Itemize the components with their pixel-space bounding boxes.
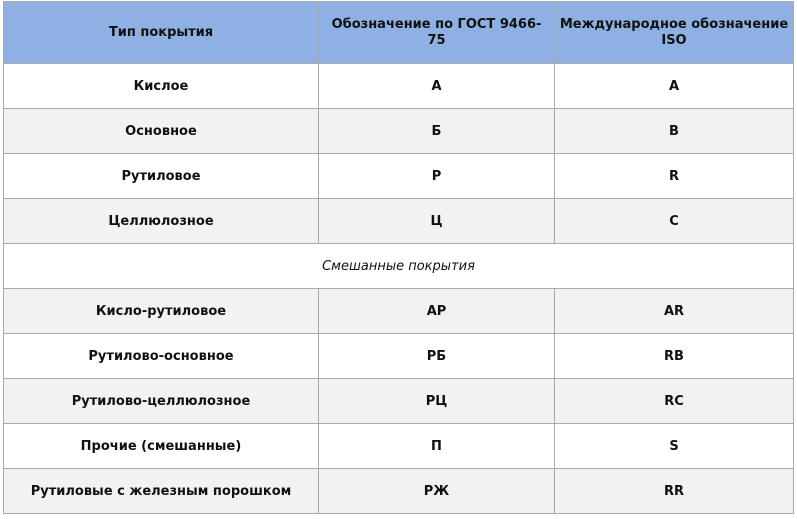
cell-gost: РБ: [319, 334, 555, 379]
coating-types-table-container: [3, 1, 794, 514]
cell-coating-type: Кисло-рутиловое: [4, 289, 319, 334]
header-coating-type: Тип покрытия: [4, 2, 319, 64]
table-row: [4, 424, 794, 469]
cell-coating-type: Рутилово-целлюлозное: [4, 379, 319, 424]
table-row: [4, 379, 794, 424]
section-title-mixed-coatings: Смешанные покрытия: [4, 244, 794, 289]
table-row: [4, 154, 794, 199]
cell-iso: B: [555, 109, 794, 154]
cell-iso: AR: [555, 289, 794, 334]
header-gost-designation: Обозначение по ГОСТ 9466-75: [319, 2, 555, 64]
cell-coating-type: Основное: [4, 109, 319, 154]
cell-iso: RB: [555, 334, 794, 379]
cell-gost: РЖ: [319, 469, 555, 514]
cell-gost: РЦ: [319, 379, 555, 424]
cell-coating-type: Кислое: [4, 64, 319, 109]
cell-iso: R: [555, 154, 794, 199]
cell-gost: Ц: [319, 199, 555, 244]
header-iso-designation: Международное обозначение ISO: [555, 2, 794, 64]
cell-gost: А: [319, 64, 555, 109]
cell-coating-type: Рутилово-основное: [4, 334, 319, 379]
table-row: [4, 64, 794, 109]
table-row: [4, 199, 794, 244]
header-row: [4, 2, 794, 64]
cell-gost: АР: [319, 289, 555, 334]
cell-iso: S: [555, 424, 794, 469]
cell-coating-type: Рутиловые с железным порошком: [4, 469, 319, 514]
cell-gost: П: [319, 424, 555, 469]
cell-iso: RR: [555, 469, 794, 514]
cell-coating-type: Прочие (смешанные): [4, 424, 319, 469]
table-row: [4, 109, 794, 154]
cell-coating-type: Целлюлозное: [4, 199, 319, 244]
section-row: [4, 244, 794, 289]
table-body: [4, 64, 794, 514]
cell-iso: C: [555, 199, 794, 244]
coating-types-table: [3, 1, 794, 514]
table-row: [4, 469, 794, 514]
table-row: [4, 334, 794, 379]
cell-coating-type: Рутиловое: [4, 154, 319, 199]
cell-iso: A: [555, 64, 794, 109]
cell-gost: Б: [319, 109, 555, 154]
cell-iso: RC: [555, 379, 794, 424]
cell-gost: Р: [319, 154, 555, 199]
table-row: [4, 289, 794, 334]
table-header: [4, 2, 794, 64]
